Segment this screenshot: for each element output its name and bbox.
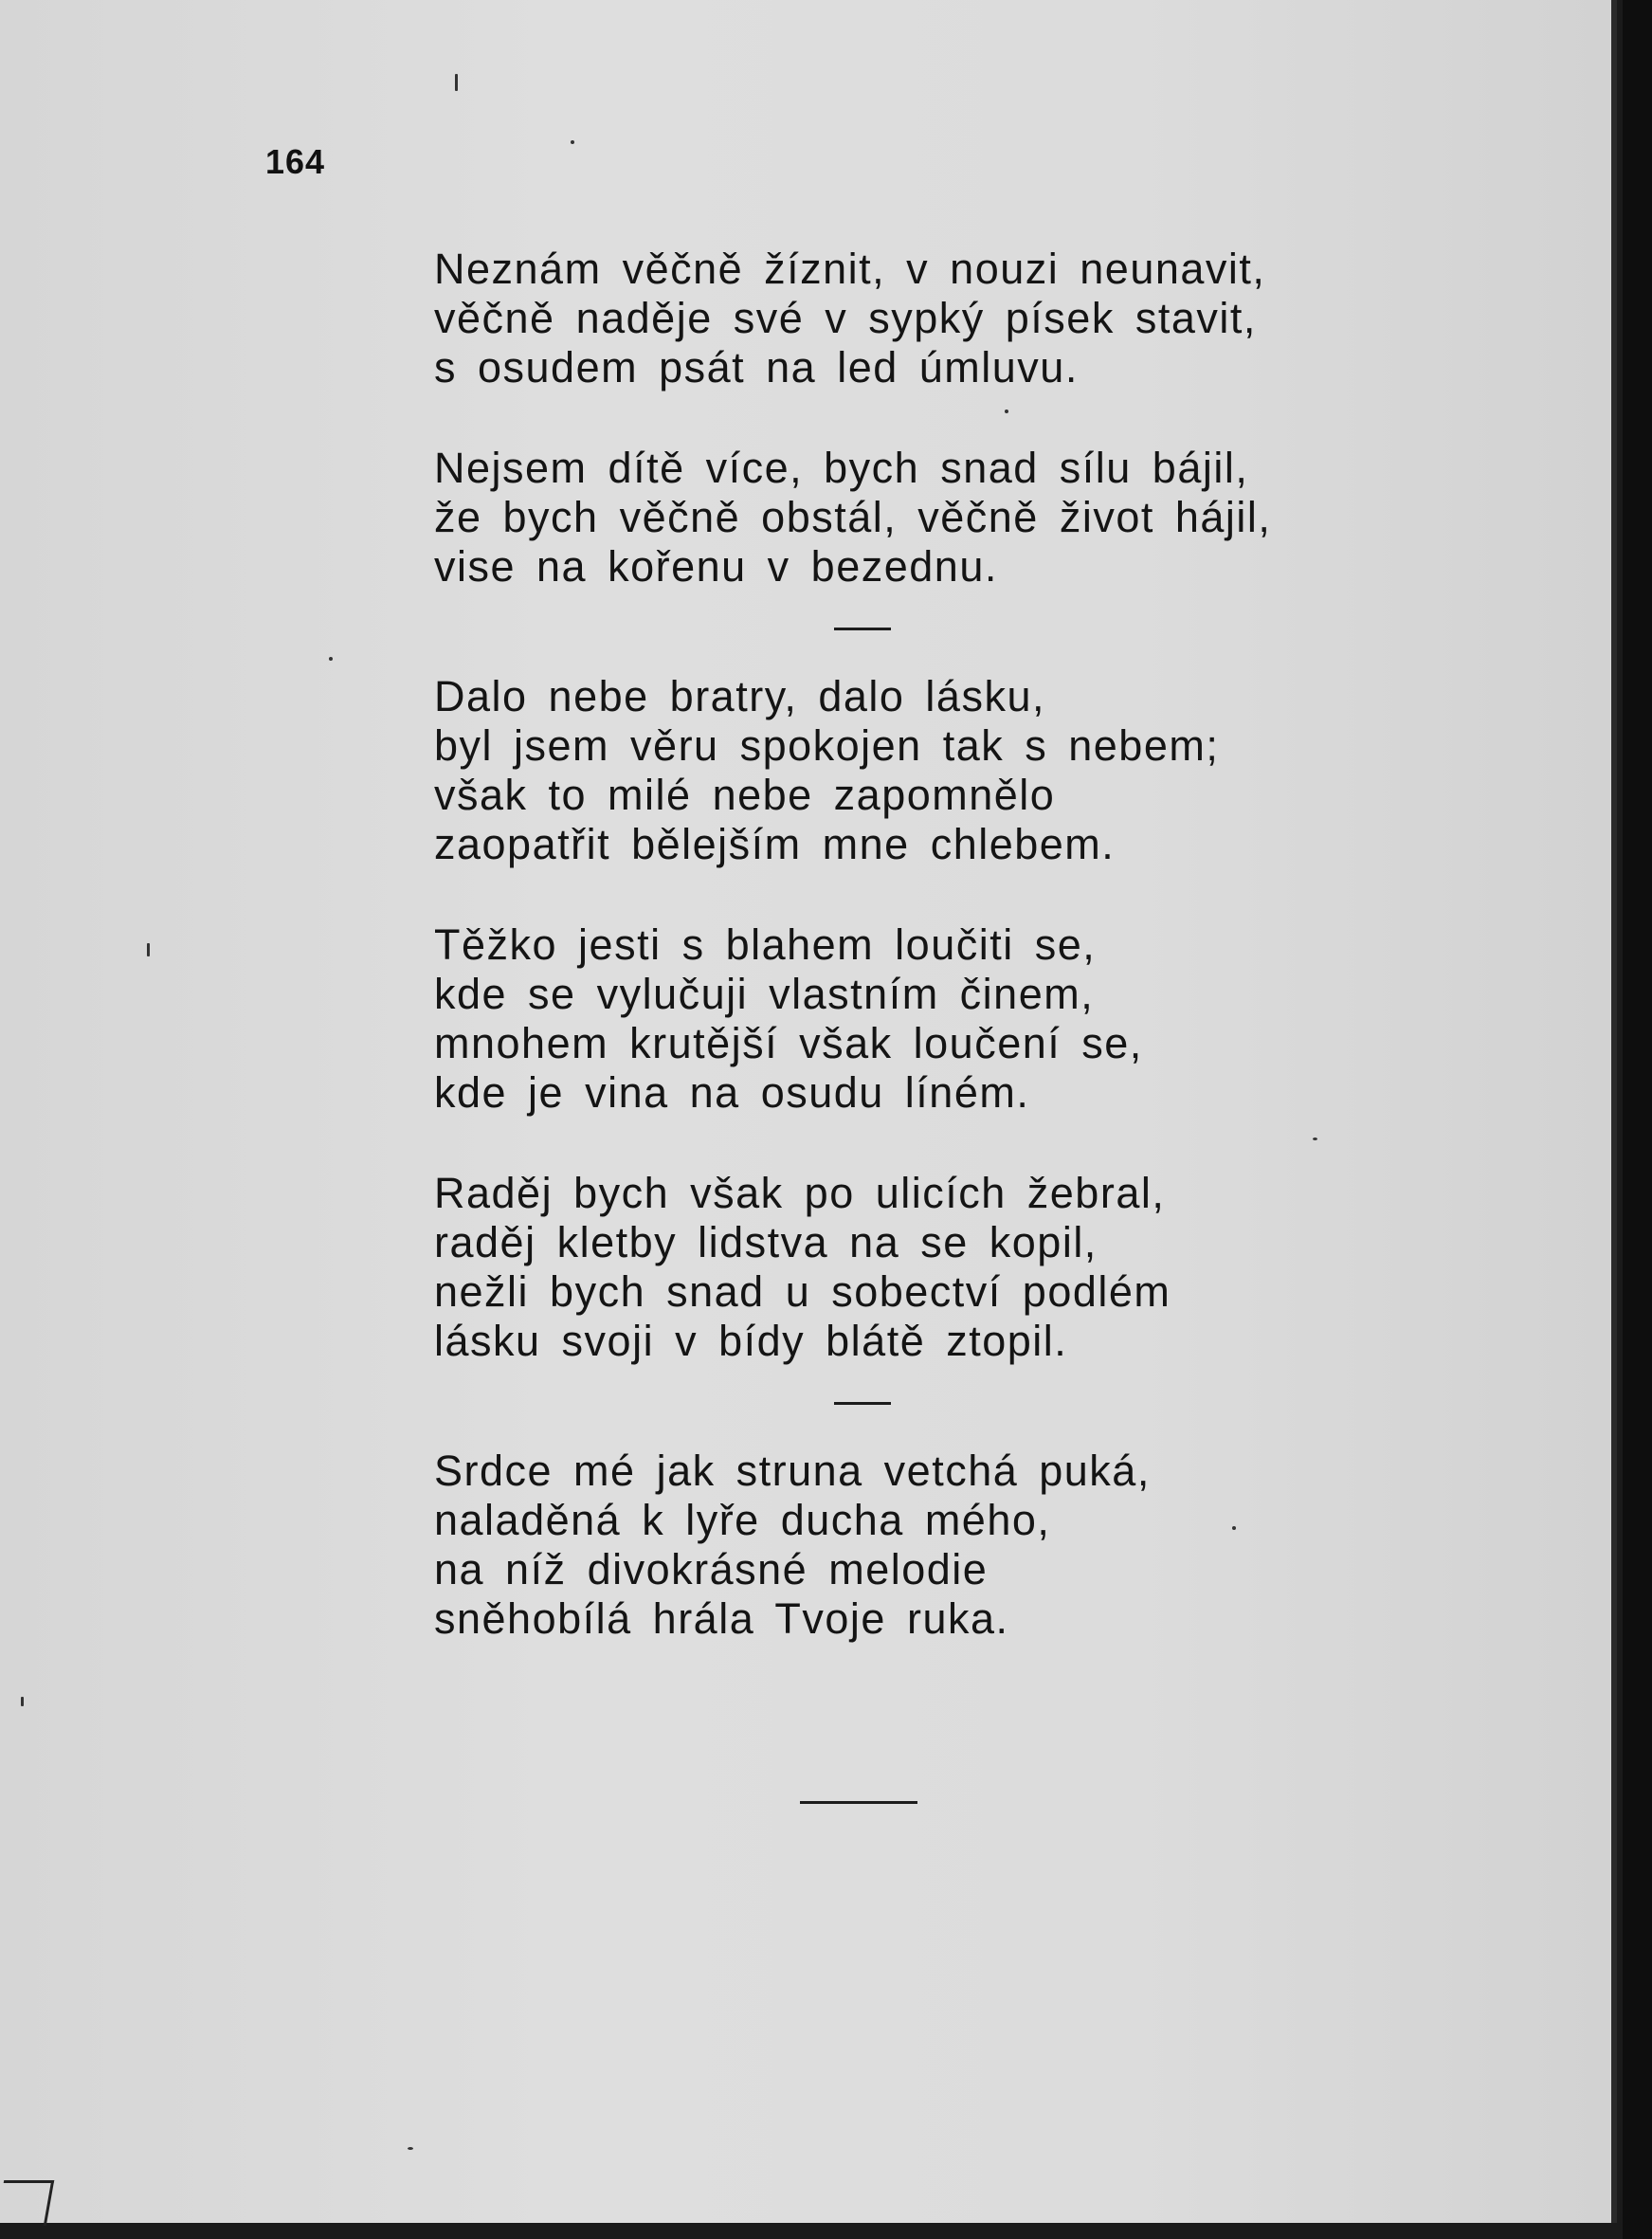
verse-line: Raděj bych však po ulicích žebral, (434, 1169, 1166, 1217)
stanza-2 (434, 444, 1287, 592)
verse-line: mnohem krutější však loučení se, (434, 1019, 1143, 1067)
page-number: 164 (265, 142, 326, 181)
verse-line: sněhobílá hrála Tvoje ruka. (434, 1594, 1009, 1643)
verse-line: Srdce mé jak struna vetchá puká, (434, 1447, 1151, 1495)
verse-line: byl jsem věru spokojen tak s nebem; (434, 721, 1220, 770)
verse-line: nežli bych snad u sobectví podlém (434, 1267, 1171, 1316)
verse-line: kde je vina na osudu líném. (434, 1068, 1030, 1117)
scan-speck (1005, 410, 1008, 413)
verse-line: Dalo nebe bratry, dalo lásku, (434, 672, 1045, 720)
verse-line: však to milé nebe zapomnělo (434, 771, 1056, 819)
verse-line: lásku svoji v bídy blátě ztopil. (434, 1317, 1068, 1365)
verse-line: že bych věčně obstál, věčně život hájil, (434, 493, 1272, 541)
verse-line: naladěná k lyře ducha mého, (434, 1496, 1051, 1544)
verse-line: zaopatřit bělejším mne chlebem. (434, 820, 1116, 868)
stanza-6 (434, 1447, 1287, 1644)
verse-line: na níž divokrásné melodie (434, 1545, 989, 1593)
scan-speck (329, 657, 333, 661)
stanza-5 (434, 1169, 1287, 1366)
stanza-3 (434, 672, 1287, 869)
verse-line: kde se vylučuji vlastním činem, (434, 970, 1095, 1018)
section-divider (834, 628, 891, 630)
verse-line: s osudem psát na led úmluvu. (434, 343, 1079, 391)
scan-speck (1313, 1138, 1317, 1140)
section-divider (834, 1402, 891, 1405)
poem-text (434, 245, 1287, 1644)
scan-border (1623, 0, 1652, 2239)
scan-speck (147, 943, 150, 956)
end-rule (800, 1801, 917, 1804)
scan-speck (408, 2147, 413, 2150)
stanza-4 (434, 920, 1287, 1118)
corner-fold (0, 2180, 54, 2226)
stanza-1 (434, 245, 1287, 392)
verse-line: vise na kořenu v bezednu. (434, 542, 998, 591)
verse-line: Nejsem dítě více, bych snad sílu bájil, (434, 444, 1249, 492)
scan-speck (21, 1697, 24, 1706)
scan-speck (455, 74, 458, 91)
scan-speck (1232, 1526, 1236, 1530)
verse-line: raděj kletby lidstva na se kopil, (434, 1218, 1098, 1266)
scan-speck (571, 140, 574, 144)
verse-line: Těžko jesti s blahem loučiti se, (434, 920, 1097, 969)
verse-line: Neznám věčně žíznit, v nouzi neunavit, (434, 245, 1266, 293)
verse-line: věčně naděje své v sypký písek stavit, (434, 294, 1257, 342)
